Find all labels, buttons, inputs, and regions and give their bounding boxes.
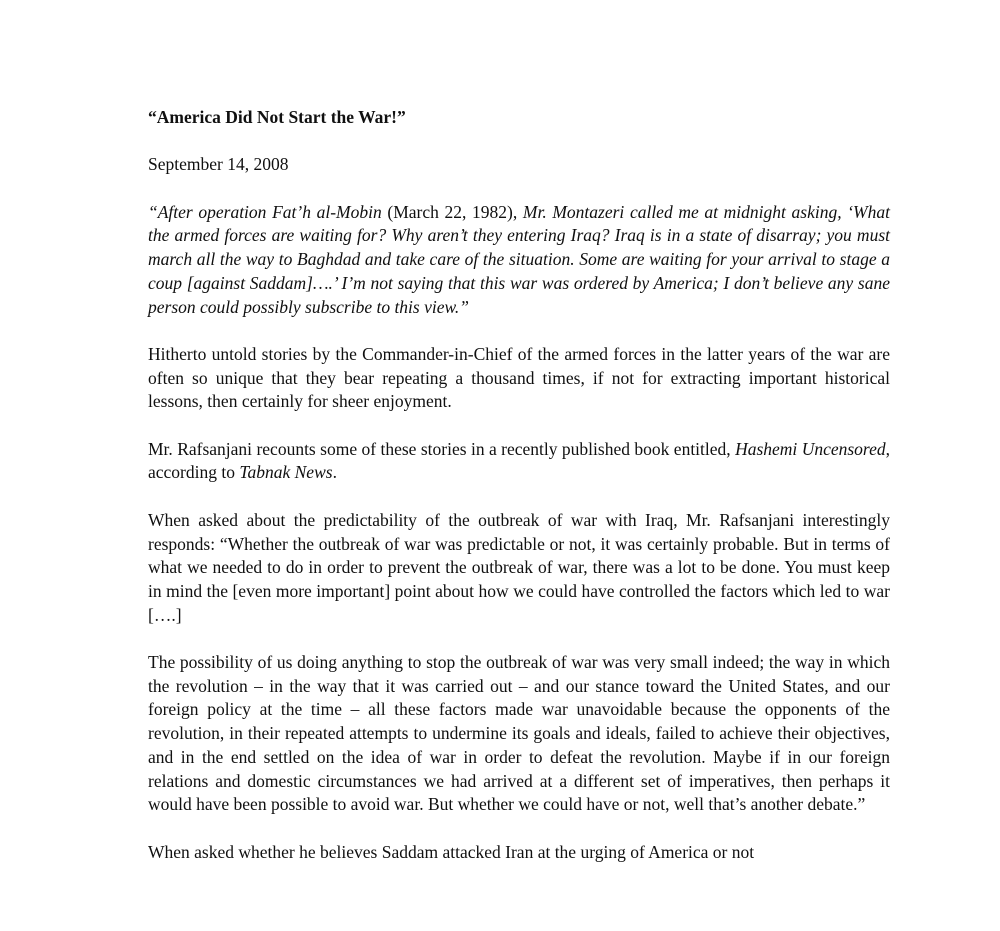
document-title: “America Did Not Start the War!”: [148, 107, 406, 127]
quote-italic-lead: “After operation Fat’h al-Mobin: [148, 201, 388, 222]
quote-paragraph: [148, 201, 890, 320]
paragraph-possibility: The possibility of us doing anything to stop the outbreak of war was very small indeed; the way in which the revolution – in the way that it was carried out – and our stance toward the United States, and our foreign policy at the time – all these factors made war unavoidable because the opponents of the revolution, in their repeated attempts to undermine its goals and ideals, failed to achieve their objectives, and in the end settled on the idea of war in order to defeat the revolution. Maybe if in our foreign relations and domestic circumstances we had arrived at a different set of imperatives, then perhaps it would have been possible to avoid war. But whether we could have or not, well that’s another debate.”: [148, 652, 890, 815]
rafsanjani-lead: Mr. Rafsanjani recounts some of these stories in a recently published book entitled,: [148, 438, 736, 459]
document-date: September 14, 2008: [148, 154, 289, 175]
news-source: Tabnak News: [239, 462, 333, 483]
paragraph-hitherto: Hitherto untold stories by the Commander-in-Chief of the armed forces in the latter years of the war are often so unique that they bear repeating a thousand times, if not for extracting important historical lessons, then certainly for sheer enjoyment.: [148, 343, 890, 412]
rafsanjani-end: .: [332, 462, 337, 483]
book-title: Hashemi Uncensored: [735, 438, 886, 459]
quote-roman-date: (March 22, 1982),: [387, 201, 523, 222]
paragraph-predictability: When asked about the predictability of the outbreak of war with Iraq, Mr. Rafsanjani interestingly responds: “Whether the outbreak of war was predictable or not, it was certainly probable. But in terms of what we needed to do in order to prevent the outbreak of war, there was a lot to be done. You must keep in mind the [even more important] point about how we could have controlled the factors which led to war [….]: [148, 509, 890, 625]
document-page: [148, 106, 890, 888]
paragraph-rafsanjani: [148, 438, 890, 485]
paragraph-partial-last: When asked whether he believes Saddam attacked Iran at the urging of America or not: [148, 841, 755, 862]
rafsanjani-mid: , according to: [148, 438, 890, 483]
quote-italic-rest: Mr. Montazeri called me at midnight asking, ‘What the armed forces are waiting for? Why aren’t they entering Iraq? Iraq is in a state of disarray; you must march all the way to Baghdad and take care of the situation. Some are waiting for your arrival to stage a coup [against Saddam]….’ I’m not saying that this war was ordered by America; I don’t believe any sane person could possibly subscribe to this view.”: [148, 201, 890, 317]
